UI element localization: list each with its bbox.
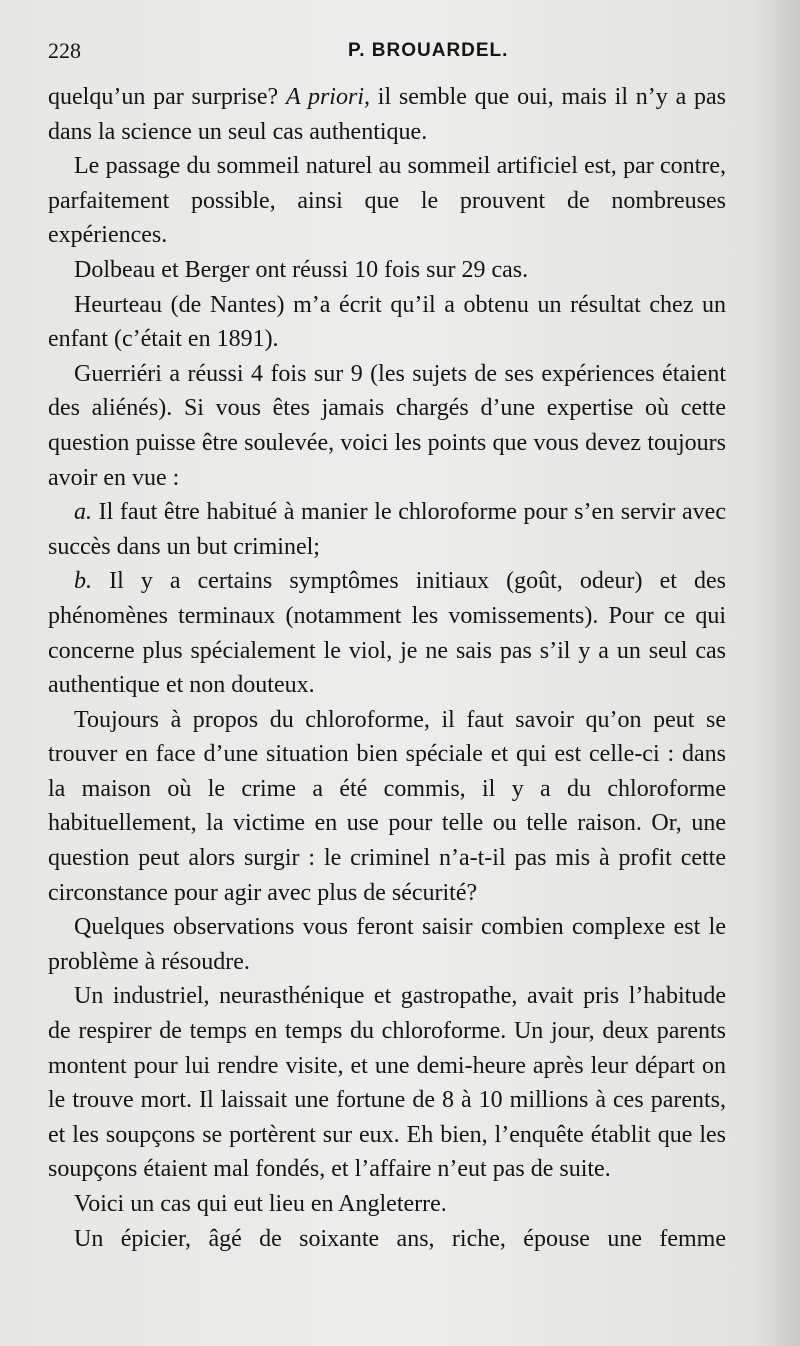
- body-text: [48, 80, 726, 1256]
- paragraph-7: b. Il y a certains symptômes initiaux (goût, odeur) et des phénomènes terminaux (notamment les vomissements). Pour ce qui concerne plus spécialement le viol, je ne sais pas s’il y a un seul cas authentique et non douteux.: [48, 568, 726, 699]
- paragraph-1: quelqu’un par surprise? A priori, il semble que oui, mais il n’y a pas dans la science un seul cas authentique.: [48, 84, 726, 145]
- paragraph-11: Voici un cas qui eut lieu en Angleterre.: [74, 1191, 447, 1217]
- paragraph-2: Le passage du sommeil naturel au sommeil artificiel est, par contre, parfaitement possible, ainsi que le prouvent de nombreuses expériences.: [48, 153, 726, 249]
- list-label-a: a.: [74, 499, 92, 526]
- paragraph-8: Toujours à propos du chloroforme, il faut savoir qu’on peut se trouver en face d’une situation bien spéciale et qui est celle-ci : dans la maison où le crime a été commis, il y a du chloroforme habituellement, la victime en use pour telle ou telle raison. Or, une question peut alors surgir : le criminel n’a-t-il pas mis à profit cette circonstance pour agir avec plus de sécurité?: [48, 706, 726, 906]
- paragraph-9: Quelques observations vous feront saisir combien complexe est le problème à résoudre.: [48, 914, 726, 975]
- list-label-b: b.: [74, 568, 92, 595]
- paragraph-4: Heurteau (de Nantes) m’a écrit qu’il a obtenu un résultat chez un enfant (c’était en 1891).: [48, 291, 726, 353]
- page-header: [48, 38, 728, 68]
- paragraph-5: Guerriéri a réussi 4 fois sur 9 (les sujets de ses expériences étaient des aliénés). Si vous êtes jamais chargés d’une expertise où cette question puisse être soulevée, voici les points que vous devez toujours avoir en vue :: [48, 360, 726, 491]
- italic-phrase: A priori,: [285, 84, 370, 110]
- paragraph-3: Dolbeau et Berger ont réussi 10 fois sur 29 cas.: [74, 256, 529, 283]
- running-head: P. BROUARDEL.: [348, 40, 509, 61]
- page-number: 228: [48, 38, 81, 63]
- paragraph-10: Un industriel, neurasthénique et gastropathe, avait pris l’habitude de respirer de temps en temps du chloroforme. Un jour, deux parents montent pour lui rendre visite, et une demi-heure après leur départ on le trouve mort. Il laissait une fortune de 8 à 10 millions à ces parents, et les soupçons se portèrent sur eux. Eh bien, l’enquête établit que les soupçons étaient mal fondés, et l’affaire n’eut pas de suite.: [48, 983, 726, 1183]
- paragraph-6: a. Il faut être habitué à manier le chloroforme pour s’en servir avec succès dans un but criminel;: [48, 499, 726, 560]
- paragraph-12: Un épicier, âgé de soixante ans, riche, épouse une femme: [74, 1225, 726, 1252]
